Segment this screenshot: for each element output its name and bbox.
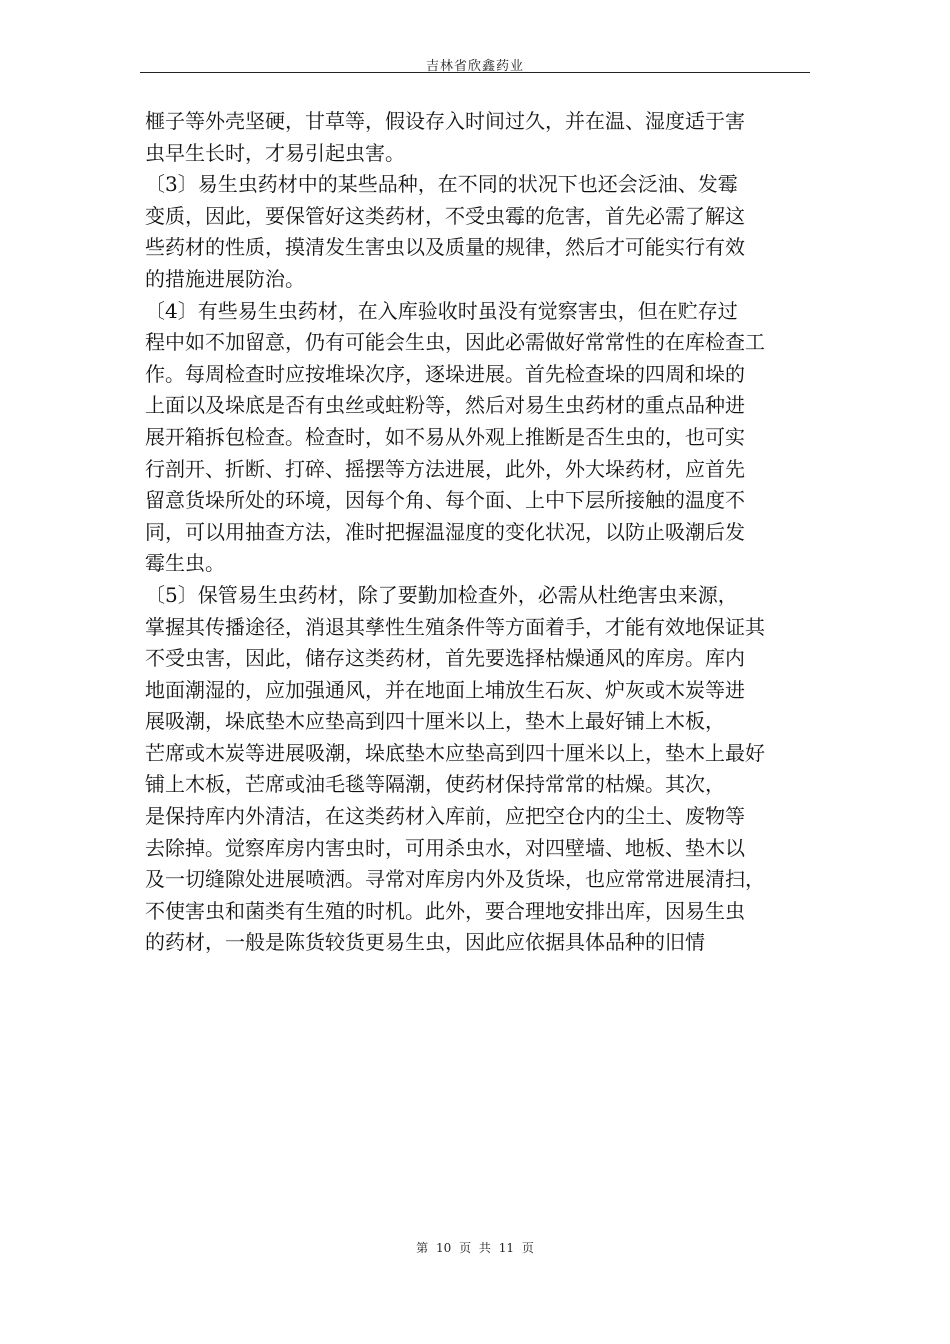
text-line: 铺上木板，芒席或油毛毯等隔潮，使药材保持常常的枯燥。其次， — [145, 772, 725, 797]
text-line: 展开箱拆包检查。检查时，如不易从外观上推断是否生虫的，也可实 — [145, 424, 745, 449]
page-header-title: 吉林省欣鑫药业 — [425, 59, 524, 74]
text-line: 〔5〕保管易生虫药材，除了要勤加检查外，必需从杜绝害虫来源， — [145, 582, 738, 607]
text-line: 〔4〕有些易生虫药材，在入库验收时虽没有觉察害虫，但在贮存过 — [145, 298, 738, 323]
text-line: 程中如不加留意，仍有可能会生虫，因此必需做好常常性的在库检查工 — [145, 330, 765, 355]
text-line: 同，可以用抽查方法，准时把握温湿度的变化状况，以防止吸潮后发 — [145, 519, 745, 544]
text-line: 是保持库内外清洁，在这类药材入库前，应把空仓内的尘土、废物等 — [145, 804, 745, 829]
text-line: 展吸潮，垛底垫木应垫高到四十厘米以上，垫木上最好铺上木板， — [145, 709, 725, 734]
page-footer — [0, 1239, 950, 1256]
current-page-number: 10 — [435, 1241, 452, 1255]
text-line: 行剖开、折断、打碎、摇摆等方法进展，此外，外大垛药材，应首先 — [145, 456, 745, 481]
text-line: 〔3〕易生虫药材中的某些品种，在不同的状况下也还会泛油、发霉 — [145, 172, 738, 197]
document-body — [145, 106, 825, 959]
text-line: 留意货垛所处的环境，因每个角、每个面、上中下层所接触的温度不 — [145, 488, 745, 513]
text-line: 及一切缝隙处进展喷洒。寻常对库房内外及货垛，也应常常进展清扫， — [145, 867, 765, 892]
text-line: 地面潮湿的，应加强通风，并在地面上埔放生石灰、炉灰或木炭等进 — [145, 677, 745, 702]
total-unit: 页 — [521, 1241, 534, 1255]
text-line: 变质，因此，要保管好这类药材，不受虫霉的危害，首先必需了解这 — [145, 203, 745, 228]
text-line: 不受虫害，因此，储存这类药材，首先要选择枯燥通风的库房。库内 — [145, 646, 745, 671]
text-line: 去除掉。觉察库房内害虫时，可用杀虫水，对四壁墙、地板、垫木以 — [145, 835, 745, 860]
total-prefix: 共 — [478, 1241, 491, 1255]
header-divider — [140, 72, 810, 73]
page-prefix: 第 — [416, 1241, 429, 1255]
text-line: 作。每周检查时应按堆垛次序，逐垛进展。首先检查垛的四周和垛的 — [145, 361, 745, 386]
text-line: 的药材，一般是陈货较货更易生虫，因此应依据具体品种的旧情 — [145, 930, 705, 955]
text-line: 芒席或木炭等进展吸潮，垛底垫木应垫高到四十厘米以上，垫木上最好 — [145, 740, 765, 765]
total-pages-number: 11 — [498, 1241, 515, 1255]
page-unit: 页 — [459, 1241, 472, 1255]
text-line: 榧子等外壳坚硬，甘草等，假设存入时间过久，并在温、湿度适于害 — [145, 109, 745, 133]
text-line: 的措施进展防治。 — [145, 266, 305, 291]
text-line: 不使害虫和菌类有生殖的时机。此外，要合理地安排出库，因易生虫 — [145, 898, 745, 923]
text-line: 些药材的性质，摸清发生害虫以及质量的规律，然后才可能实行有效 — [145, 235, 745, 260]
text-line: 霉生虫。 — [145, 551, 225, 576]
text-line: 虫早生长时，才易引起虫害。 — [145, 140, 405, 165]
text-line: 上面以及垛底是否有虫丝或蛀粉等，然后对易生虫药材的重点品种进 — [145, 393, 745, 418]
text-line: 掌握其传播途径，消退其孳性生殖条件等方面着手，才能有效地保证其 — [145, 614, 765, 639]
